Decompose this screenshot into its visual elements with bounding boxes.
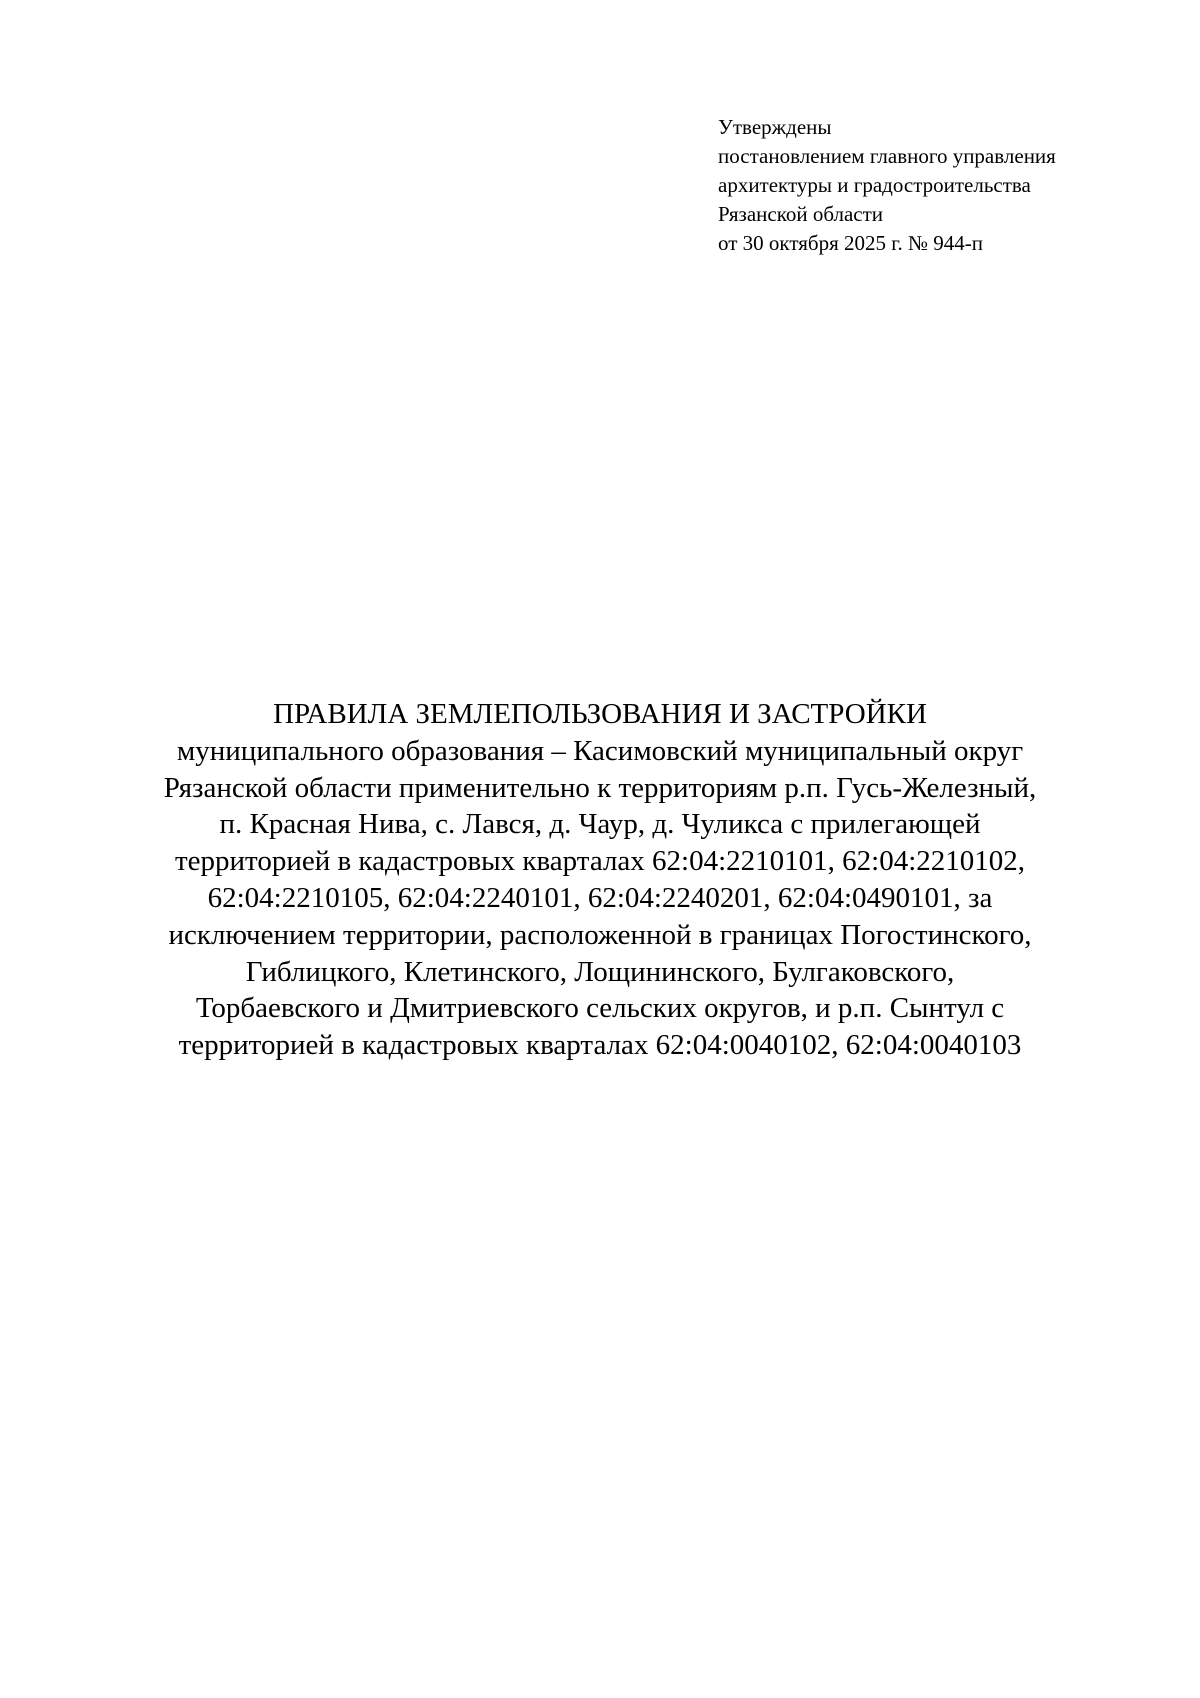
approval-line-resolution: постановлением главного управления xyxy=(718,144,1056,168)
document-subtitle-line: п. Красная Нива, с. Лався, д. Чаур, д. Чуликса с прилегающей xyxy=(219,808,981,841)
approval-line-approved: Утверждены xyxy=(718,115,832,139)
document-subtitle-line: муниципального образования – Касимовский муниципальный округ xyxy=(176,734,1024,767)
document-title: ПРАВИЛА ЗЕМЛЕПОЛЬЗОВАНИЯ И ЗАСТРОЙКИ xyxy=(273,698,927,730)
approval-line-date-number: от 30 октября 2025 г. № 944-п xyxy=(718,231,983,255)
document-subtitle-line: Гиблицкого, Клетинского, Лощининского, Булгаковского, xyxy=(245,955,955,988)
approval-stamp xyxy=(718,113,1178,258)
document-subtitle-line: 62:04:2210105, 62:04:2240101, 62:04:2240201, 62:04:0490101, за xyxy=(207,881,993,914)
document-subtitle-line: территорией в кадастровых кварталах 62:04:0040102, 62:04:0040103 xyxy=(178,1029,1022,1062)
approval-line-region: Рязанской области xyxy=(718,202,884,226)
approval-line-authority: архитектуры и градостроительства xyxy=(718,173,1031,197)
document-subtitle-line: исключением территории, расположенной в границах Погостинского, xyxy=(168,918,1032,951)
document-title-block xyxy=(100,696,1100,1064)
document-subtitle-line: Торбаевского и Дмитриевского сельских округов, и р.п. Сынтул с xyxy=(195,992,1005,1025)
document-subtitle-line: Рязанской области применительно к территориям р.п. Гусь-Железный, xyxy=(163,771,1037,804)
document-subtitle-line: территорией в кадастровых кварталах 62:04:2210101, 62:04:2210102, xyxy=(174,845,1026,878)
